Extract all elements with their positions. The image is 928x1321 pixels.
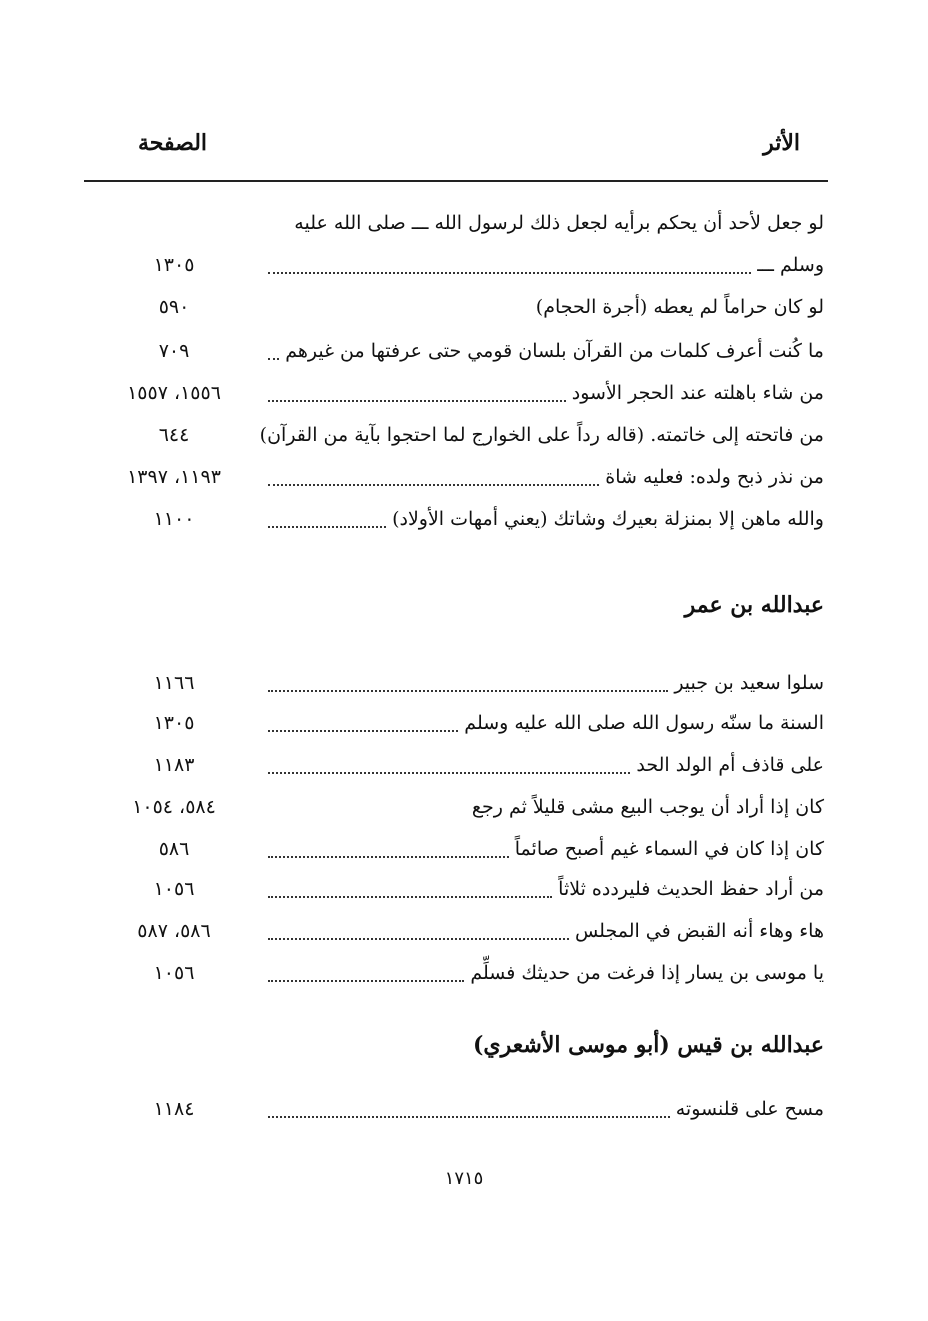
entry-pages: ١١٦٦ <box>153 672 195 694</box>
index-entry <box>268 790 824 824</box>
entry-pages: ٥٨٦، ٥٨٧ <box>137 920 211 942</box>
header-rule <box>84 180 828 182</box>
index-entry <box>268 334 824 368</box>
dot-leader <box>268 272 751 274</box>
entry-pages: ١١٩٣، ١٣٩٧ <box>127 466 221 488</box>
dot-leader <box>268 400 566 402</box>
index-entry <box>268 956 824 990</box>
dot-leader <box>268 730 458 732</box>
index-entry <box>259 418 824 452</box>
index-entry <box>268 1092 824 1126</box>
dot-leader <box>268 358 279 360</box>
index-entry <box>268 706 824 740</box>
index-entry <box>268 290 824 324</box>
section-heading: عبدالله بن عمر <box>684 592 824 618</box>
entry-text: سلوا سعيد بن جبير <box>674 672 824 694</box>
entry-pages: ٦٤٤ <box>158 424 190 446</box>
index-entry <box>268 748 824 782</box>
index-entry <box>268 376 824 410</box>
page-number: ١٧١٥ <box>444 1168 484 1189</box>
entry-pages: ١١٠٠ <box>153 508 195 530</box>
entry-pages: ١٣٠٥ <box>153 712 195 734</box>
entry-text: كان إذا أراد أن يوجب البيع مشى قليلاً ثم رجع <box>471 796 824 818</box>
entry-text: كان إذا كان في السماء غيم أصبح صائماً <box>514 838 824 860</box>
entry-pages: ٥٨٦ <box>158 838 190 860</box>
index-entry <box>268 502 824 536</box>
entry-text: وسلم ـــ <box>757 254 824 276</box>
index-entry <box>268 666 824 700</box>
entry-pages: ٧٠٩ <box>158 340 190 362</box>
index-entry <box>268 832 824 866</box>
section-heading: عبدالله بن قيس (أبو موسى الأشعري) <box>473 1032 824 1058</box>
entry-text: على قاذف أم الولد الحد <box>636 754 824 776</box>
entry-text: من أراد حفظ الحديث فليردده ثلاثاً <box>558 878 824 900</box>
dot-leader <box>268 938 569 940</box>
entry-text: ما كُنت أعرف كلمات من القرآن بلسان قومي حتى عرفتها من غيرهم <box>285 340 824 362</box>
entry-text: لو كان حراماً لم يعطه (أجرة الحجام) <box>535 296 824 318</box>
entry-pages: ١٣٠٥ <box>153 254 195 276</box>
entry-pages: ١١٨٣ <box>153 754 195 776</box>
entry-text: من فاتحته إلى خاتمته. (قاله رداً على الخوارج لما احتجوا بآية من القرآن) <box>259 424 824 446</box>
index-entry <box>268 872 824 906</box>
dot-leader <box>268 980 464 982</box>
entry-pages: ١١٨٤ <box>153 1098 195 1120</box>
column-header-page: الصفحة <box>138 130 208 156</box>
entry-text: يا موسى بن يسار إذا فرغت من حديثك فسلِّم <box>470 962 824 984</box>
dot-leader <box>268 484 599 486</box>
dot-leader <box>268 772 630 774</box>
entry-text: والله ماهن إلا بمنزلة بعيرك وشاتك (يعني أمهات الأولاد) <box>392 508 824 530</box>
entry-pages: ١٠٥٦ <box>153 962 195 984</box>
index-entry <box>268 460 824 494</box>
entry-text: السنة ما سنّه رسول الله صلى الله عليه وسلم <box>464 712 824 734</box>
entry-pages: ٥٨٤، ١٠٥٤ <box>132 796 216 818</box>
entry-text: من نذر ذبح ولده: فعليه شاة <box>605 466 824 488</box>
index-entry <box>268 914 824 948</box>
entry-text: هاء وهاء أنه القبض في المجلس <box>574 920 824 942</box>
entry-text: مسح على قلنسوته <box>675 1098 824 1120</box>
dot-leader <box>268 526 386 528</box>
dot-leader <box>268 690 668 692</box>
entry-pages: ١٥٥٦، ١٥٥٧ <box>127 382 221 404</box>
entry-pages: ١٠٥٦ <box>153 878 195 900</box>
dot-leader <box>268 1116 670 1118</box>
entry-text: من شاء باهلته عند الحجر الأسود <box>571 382 824 404</box>
dot-leader <box>268 856 509 858</box>
dot-leader <box>268 896 552 898</box>
entry-continuation-line: لو جعل لأحد أن يحكم برأيه لجعل ذلك لرسول الله ـــ صلى الله عليه <box>294 212 824 234</box>
index-entry <box>268 248 824 282</box>
entry-pages: ٥٩٠ <box>158 296 190 318</box>
column-header-athar: الأثر <box>763 130 800 156</box>
